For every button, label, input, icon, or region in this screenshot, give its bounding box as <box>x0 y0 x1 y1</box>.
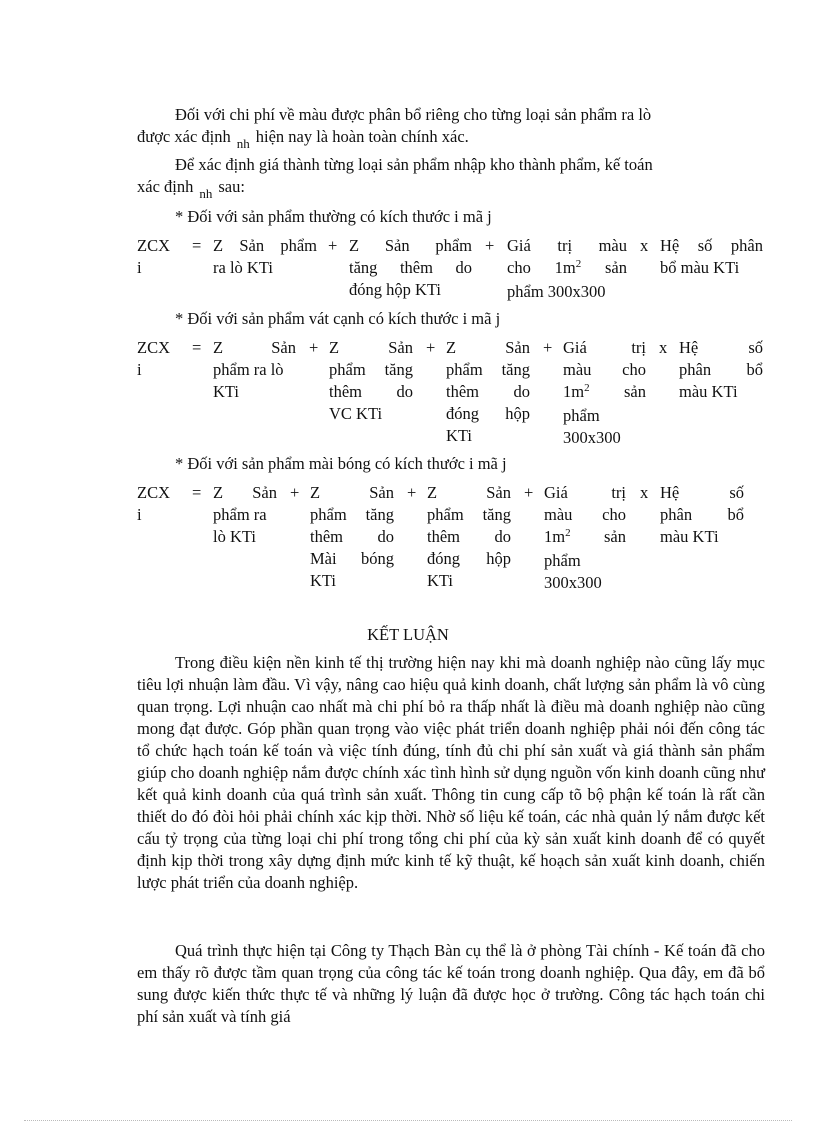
formula1-op2: + <box>485 236 495 255</box>
formula3-op1: + <box>290 483 300 502</box>
formula1-equals: = <box>192 236 202 255</box>
formula3-term5: Hệ số phân bổ màu KTi <box>660 483 744 546</box>
formula2-op1: + <box>309 338 319 357</box>
formula3-term3: Z Sản phẩm tăng thêm do đóng hộp KTi <box>427 483 511 590</box>
formula1-term3: Giá trị màu cho $1m^2$ sản phẩm 300x300 <box>507 236 627 301</box>
formula1-lhs: ZCX i <box>137 236 170 277</box>
formula2-op3: + <box>543 338 553 357</box>
formula3-term1: Z Sản phẩm ra lò KTi <box>213 483 277 546</box>
formula1-caption: * Đối với sản phẩm thường có kích thước i mã j <box>175 207 492 226</box>
formula1-term2: Z Sản phẩm tăng thêm do đóng hộp KTi <box>349 236 472 299</box>
formula3-lhs: ZCX i <box>137 483 170 524</box>
intro-line-2: được xác định $_{nh}$ hiện nay là hoàn toàn chính xác. <box>137 127 469 151</box>
page-bottom-divider <box>24 1120 792 1121</box>
intro-line-3: Để xác định giá thành từng loại sản phẩm nhập kho thành phẩm, kế toán <box>175 155 653 174</box>
formula2-term5: Hệ số phân bổ màu KTi <box>679 338 763 401</box>
formula2-equals: = <box>192 338 202 357</box>
formula2-op2: + <box>426 338 436 357</box>
formula2-lhs: ZCX i <box>137 338 170 379</box>
conclusion-paragraph-1: Trong điều kiện nền kinh tế thị trường hiện nay khi mà doanh nghiệp nào cũng lấy mục tiêu lợi nhuận làm đầu. Vì vậy, nâng cao hiệu quả kinh doanh, chất lượng sản phẩm là vô cùng quan trọng. Lợi nhuận cao nhất mà chi phí bỏ ra thấp nhất là điều mà doanh nghiệp nào cũng mong đạt được. Góp phần quan trọng vào việc phát triển doanh nghiệp phải nói đến công tác tổ chức hạch toán kế toán và việc tính đúng, tính đủ chi phí sản xuất và giá thành sản phẩm giúp cho doanh nghiệp nắm được chính xác tình hình sử dụng nguồn vốn kinh doanh cũng như kết quả kinh doanh của quá trình sản xuất. Thông tin cung cấp tõ bộ phận kế toán là rất cần thiết do đó đòi hỏi phải chính xác kịp thời. Nhờ số liệu kế toán, các nhà quản lý nắm được kết cấu tỷ trọng của từng loại chi phí trong tổng chi phí của kỳ sản xuất kinh doanh để có quyết định kịp thời trong xây dựng định mức kinh tế kỹ thuật, kế hoạch sản xuất kinh doanh, chiến lược phát triển của doanh nghiệp. <box>137 653 765 892</box>
formula2-term3: Z Sản phẩm tăng thêm do đóng hộp KTi <box>446 338 530 445</box>
formula2-op4: x <box>659 338 668 357</box>
conclusion-title: KẾT LUẬN <box>367 625 449 644</box>
formula3-op2: + <box>407 483 417 502</box>
formula2-term1: Z Sản phẩm ra lò KTi <box>213 338 296 401</box>
formula3-equals: = <box>192 483 202 502</box>
formula2-term2: Z Sản phẩm tăng thêm do VC KTi <box>329 338 413 423</box>
formula1-op3: x <box>640 236 649 255</box>
formula3-term2: Z Sản phẩm tăng thêm do Mài bóng KTi <box>310 483 394 590</box>
formula1-term4: Hệ số phân bổ màu KTi <box>660 236 763 277</box>
intro-line-1: Đối với chi phí về màu được phân bổ riêng cho từng loại sản phẩm ra lò <box>175 105 652 124</box>
formula3-term4: Giá trị màu cho $1m^2$ sản phẩm 300x300 <box>544 483 626 592</box>
intro-line-4: xác định $_{nh}$ sau: <box>137 177 245 201</box>
formula1-op1: + <box>328 236 338 255</box>
formula3-op4: x <box>640 483 649 502</box>
conclusion-paragraph-2: Quá trình thực hiện tại Công ty Thạch Bàn cụ thể là ở phòng Tài chính - Kế toán đã cho em thấy rõ được tầm quan trọng của công tác kế toán trong doanh nghiệp. Qua đây, em đã bổ sung được kiến thức thực tế và những lý luận đã được học ở trường. Công tác hạch toán chi phí sản xuất và tính giá <box>137 941 765 1026</box>
formula1-term1: Z Sản phẩm ra lò KTi <box>213 236 317 277</box>
formula3-op3: + <box>524 483 534 502</box>
formula3-caption: * Đối với sản phẩm mài bóng có kích thước i mã j <box>175 454 507 473</box>
formula2-term4: Giá trị màu cho $1m^2$ sản phẩm 300x300 <box>563 338 646 447</box>
formula2-caption: * Đối với sản phẩm vát cạnh có kích thước i mã j <box>175 309 501 328</box>
